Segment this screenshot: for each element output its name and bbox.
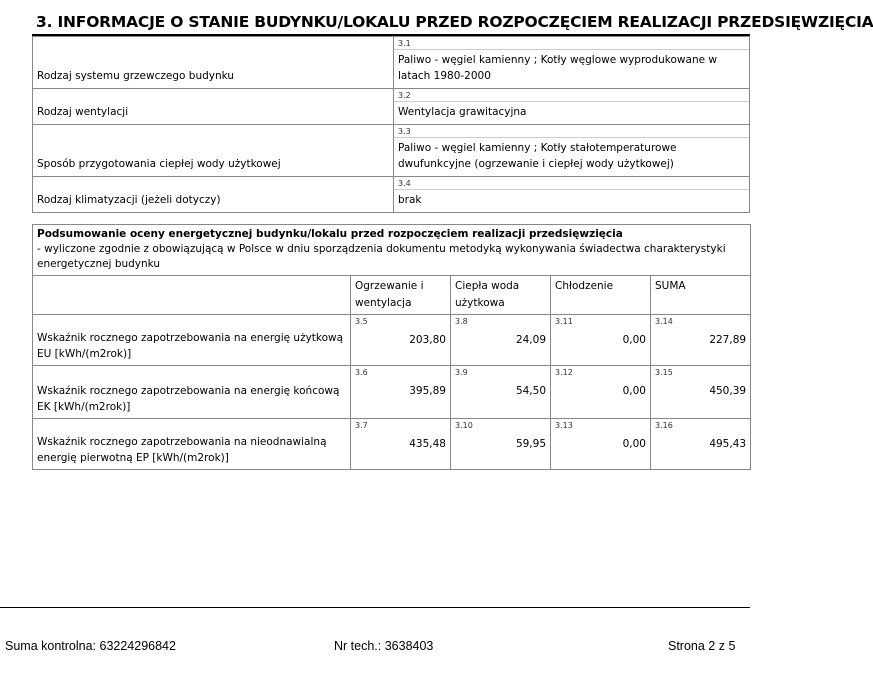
summary-header-cell (33, 225, 751, 276)
info-row-ventilation (33, 89, 750, 125)
indicator-value: 0,00 (622, 385, 646, 397)
info-value-cell (394, 177, 750, 213)
summary-header-row (33, 225, 751, 276)
section-title: 3. INFORMACJE O STANIE BUDYNKU/LOKALU PRZED ROZPOCZĘCIEM REALIZACJI PRZEDSIĘWZIĘCIA (36, 13, 873, 31)
column-header-heating: Ogrzewanie i wentylacja (351, 276, 451, 315)
info-row-hot-water (33, 125, 750, 177)
value-cell (551, 419, 651, 470)
field-number: 3.10 (455, 421, 473, 430)
indicator-label: Wskaźnik rocznego zapotrzebowania na energię użytkową EU [kWh/(m2rok)] (33, 315, 351, 366)
info-value: brak (398, 194, 422, 206)
value-cell (551, 366, 651, 419)
empty-header-cell (33, 276, 351, 315)
field-number: 3.5 (355, 317, 368, 326)
column-header-row (33, 276, 751, 315)
field-number: 3.6 (355, 368, 368, 377)
info-value: Paliwo - węgiel kamienny ; Kotły stałotemperaturowe dwufunkcyjne (ogrzewanie i ciepłej wody użytkowej) (398, 142, 677, 170)
value-cell (351, 419, 451, 470)
indicator-value: 0,00 (622, 438, 646, 450)
value-cell (451, 315, 551, 366)
info-value-cell (394, 37, 750, 89)
value-cell (651, 419, 751, 470)
indicator-value: 0,00 (622, 334, 646, 346)
indicator-value: 450,39 (709, 385, 747, 397)
indicator-row-ep (33, 419, 751, 470)
info-label: Rodzaj systemu grzewczego budynku (33, 37, 394, 89)
summary-note: - wyliczone zgodnie z obowiązującą w Polsce w dniu sporządzenia dokumentu metodyką wykonywania świadectwa charakterystyki energetycznej budynku (37, 243, 726, 270)
info-label: Rodzaj klimatyzacji (jeżeli dotyczy) (33, 177, 394, 213)
field-number: 3.1 (394, 37, 749, 50)
indicator-label: Wskaźnik rocznego zapotrzebowania na energię końcową EK [kWh/(m2rok)] (33, 366, 351, 419)
info-label: Sposób przygotowania ciepłej wody użytkowej (33, 125, 394, 177)
info-value: Wentylacja grawitacyjna (398, 106, 527, 118)
indicator-value: 227,89 (709, 334, 747, 346)
field-number: 3.9 (455, 368, 468, 377)
value-cell (451, 366, 551, 419)
field-number: 3.3 (394, 125, 749, 138)
indicator-row-ek (33, 366, 751, 419)
value-cell (451, 419, 551, 470)
indicator-value: 54,50 (515, 385, 546, 397)
indicator-value: 495,43 (709, 438, 747, 450)
footer-tech-number: Nr tech.: 3638403 (334, 639, 434, 653)
footer-divider (0, 607, 750, 608)
value-cell (651, 366, 751, 419)
field-number: 3.15 (655, 368, 673, 377)
info-value-cell (394, 89, 750, 125)
field-number: 3.13 (555, 421, 573, 430)
indicator-value: 24,09 (515, 334, 546, 346)
field-number: 3.8 (455, 317, 468, 326)
indicator-row-eu (33, 315, 751, 366)
column-header-hot-water: Ciepła woda użytkowa (451, 276, 551, 315)
indicator-value: 395,89 (409, 385, 446, 397)
field-number: 3.14 (655, 317, 673, 326)
indicator-value: 435,48 (409, 438, 446, 450)
value-cell (351, 366, 451, 419)
field-number: 3.16 (655, 421, 673, 430)
info-value-cell (394, 125, 750, 177)
column-header-sum: SUMA (651, 276, 751, 315)
value-cell (651, 315, 751, 366)
info-row-heating (33, 37, 750, 89)
field-number: 3.2 (394, 89, 749, 102)
indicator-value: 59,95 (515, 438, 546, 450)
value-cell (551, 315, 651, 366)
field-number: 3.12 (555, 368, 573, 377)
info-label: Rodzaj wentylacji (33, 89, 394, 125)
building-info-table (32, 36, 750, 213)
indicator-label: Wskaźnik rocznego zapotrzebowania na nieodnawialną energię pierwotną EP [kWh/(m2rok)] (33, 419, 351, 470)
info-row-air-conditioning (33, 177, 750, 213)
info-value: Paliwo - węgiel kamienny ; Kotły węglowe wyprodukowane w latach 1980-2000 (398, 54, 717, 82)
value-cell (351, 315, 451, 366)
field-number: 3.7 (355, 421, 368, 430)
footer-checksum: Suma kontrolna: 63224296842 (5, 639, 176, 653)
summary-heading: Podsumowanie oceny energetycznej budynku/lokalu przed rozpoczęciem realizacji przedsięwzięcia (37, 228, 623, 240)
field-number: 3.4 (394, 177, 749, 190)
column-header-cooling: Chłodzenie (551, 276, 651, 315)
energy-summary-table (32, 224, 751, 470)
field-number: 3.11 (555, 317, 573, 326)
indicator-value: 203,80 (409, 334, 446, 346)
footer-page-number: Strona 2 z 5 (668, 639, 736, 653)
